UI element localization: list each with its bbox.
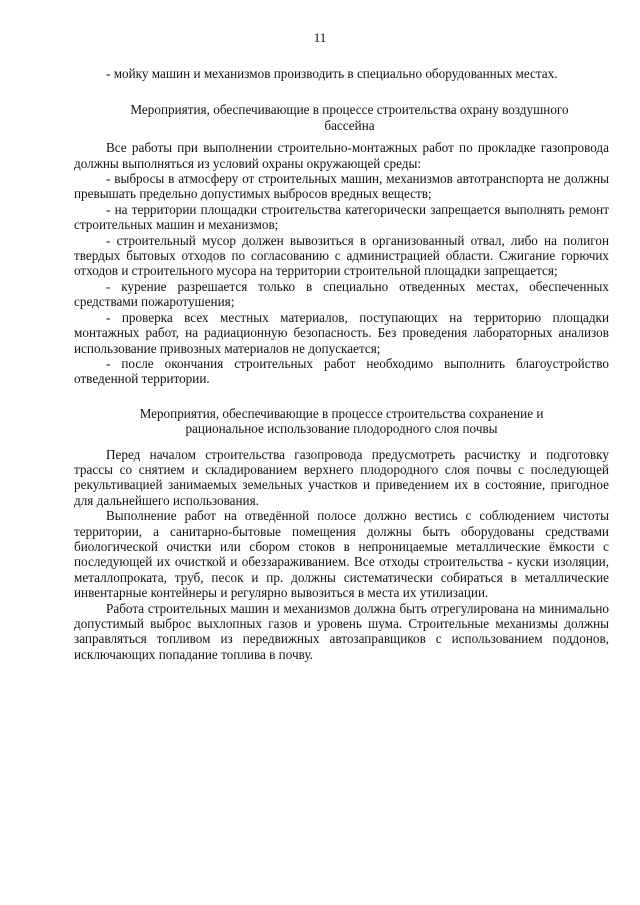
page-number: 11 [313, 30, 327, 45]
paragraph: Все работы при выполнении строительно-монтажных работ по прокладке газопровода должны выполняться из условий охраны окружающей среды: [74, 140, 609, 171]
paragraph: Перед началом строительства газопровода предусмотреть расчистку и подготовку трассы со снятием и складированием верхнего плодородного слоя почвы с последующей рекультивацией занимаемых земельных участков и приведением их в состояние, пригодное для дальнейшего использования. [74, 446, 609, 508]
section-heading-soil-protection: Мероприятия, обеспечивающие в процессе строительства сохранение и рациональное использование плодородного слоя почвы [139, 405, 544, 437]
list-item: - строительный мусор должен вывозиться в организованный отвал, либо на полигон твердых бытовых отходов по согласованию с администрацией области. Сжигание горючих отходов и строительного мусора на территории строительной площадки запрещается; [74, 232, 609, 279]
paragraph: Выполнение работ на отведённой полосе должно вестись с соблюдением чистоты территории, а санитарно-бытовые помещения должны быть оборудованы средствами биологической очистки или сбором стоков в непроницаемые металлические ёмкости с последующей их очисткой и обеззараживанием. Все отходы строительства - куски изоляции, металлопроката, труб, песок и пр. должны систематически собираться в металлические инвентарные контейнеры и регулярно вывозиться в места их утилизации. [74, 508, 609, 601]
list-item: - после окончания строительных работ необходимо выполнить благоустройство отведенной территории. [74, 355, 609, 387]
document-body [74, 66, 609, 662]
paragraph: Работа строительных машин и механизмов должна быть отрегулирована на минимально допустимый выброс выхлопных газов и уровень шума. Строительные механизмы должны заправляться топливом из передвижных автозаправщиков с использованием поддонов, исключающих попадание топлива в почву. [74, 600, 609, 662]
list-item: - курение разрешается только в специально отведенных местах, обеспеченных средствами пожаротушения; [74, 278, 609, 310]
list-item: - выбросы в атмосферу от строительных машин, механизмов автотранспорта не должны превышать предельно допустимых выбросов вредных веществ; [74, 171, 609, 202]
paragraph-car-wash: - мойку машин и механизмов производить в специально оборудованных местах. [106, 66, 558, 81]
section-heading-air-protection: Мероприятия, обеспечивающие в процессе строительства охрану воздушного бассейна [130, 102, 569, 133]
list-item: - на территории площадки строительства категорически запрещается выполнять ремонт строительных машин и механизмов; [74, 201, 609, 233]
list-item: - проверка всех местных материалов, поступающих на территорию площадки монтажных работ, на радиационную безопасность. Без проведения лабораторных анализов использование привозных материалов не допускается; [74, 309, 609, 356]
